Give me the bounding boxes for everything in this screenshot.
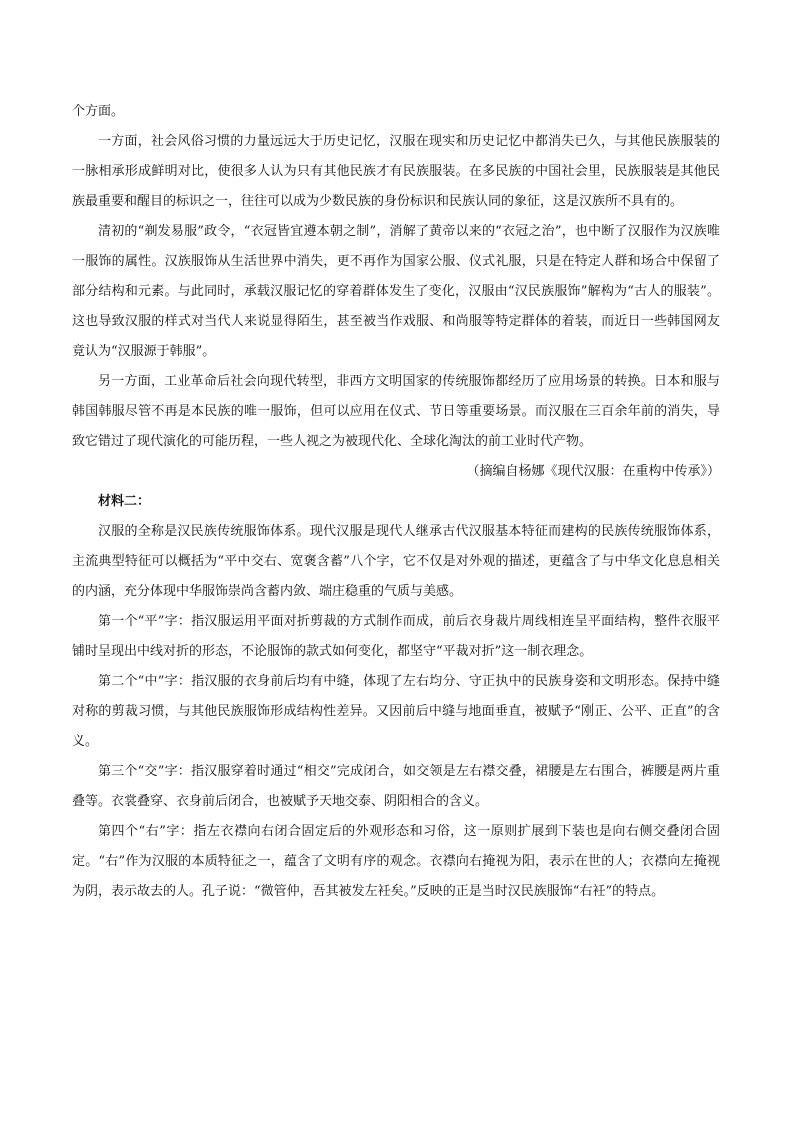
paragraph-qing-policy: 清初的“剃发易服”政令，“衣冠皆宜遵本朝之制”，消解了黄帝以来的“衣冠之治”，也中断了汉服作为汉族唯一服饰的属性。汉族服饰从生活世界中消失，更不再作为国家公服、仪式礼服，只是在特定人群和场合中保留了部分结构和元素。与此同时，承载汉服记忆的穿着群体发生了变化，汉服由“汉民族服饰”解构为“古人的服装”。这也导致汉服的样式对当代人来说显得陌生，甚至被当作戏服、和尚服等特定群体的着装，而近日一些韩国网友竟认为“汉服源于韩服”。 xyxy=(72,224,720,359)
paragraph-one-aspect: 一方面，社会风俗习惯的力量远远大于历史记忆，汉服在现实和历史记忆中都消失已久，与其他民族服装的一脉相承形成鲜明对比，使很多人认为只有其他民族才有民族服装。在多民族的中国社会里，民族服装是其他民族最重要和醒目的标识之一，往往可以成为少数民族的身份标识和民族认同的象征，这是汉族所不具有的。 xyxy=(72,134,720,209)
paragraph-ping: 第一个“平”字：指汉服运用平面对折剪裁的方式制作而成，前后衣身裁片周线相连呈平面结构，整件衣服平铺时呈现出中线对折的形态，不论服饰的款式如何变化，都坚守“平裁对折”这一制衣理念。 xyxy=(72,614,720,659)
paragraph-hanfu-definition: 汉服的全称是汉民族传统服饰体系。现代汉服是现代人继承古代汉服基本特征而建构的民族传统服饰体系，主流典型特征可以概括为“平中交右、宽褒含蓄”八个字，它不仅是对外观的描述，更蕴含了与中华文化息息相关的内涵，充分体现中华服饰崇尚含蓄内敛、端庄稳重的气质与美感。 xyxy=(72,524,720,599)
paragraph-you: 第四个“右”字：指左衣襟向右闭合固定后的外观形态和习俗，这一原则扩展到下装也是向右侧交叠闭合固定。“右”作为汉服的本质特征之一，蕴含了文明有序的观念。衣襟向右掩视为阳，表示在世的人；衣襟向左掩视为阴，表示故去的人。孔子说：“微管仲，吾其被发左衽矣。”反映的正是当时汉民族服饰“右衽”的特点。 xyxy=(72,824,720,899)
paragraph-continuation: 个方面。 xyxy=(72,104,125,119)
article-body xyxy=(72,97,720,907)
material-two-heading: 材料二： xyxy=(98,494,151,509)
paragraph-zhong: 第二个“中”字：指汉服的衣身前后均有中缝，体现了左右均分、守正执中的民族身姿和文明形态。保持中缝对称的剪裁习惯，与其他民族服饰形成结构性差异。又因前后中缝与地面垂直，被赋予“刚正、公平、正直”的含义。 xyxy=(72,674,720,749)
paragraph-jiao: 第三个“交”字：指汉服穿着时通过“相交”完成闭合，如交领是左右襟交叠，裙腰是左右围合，裤腰是两片重叠等。衣裳叠穿、衣身前后闭合，也被赋予天地交泰、阴阳相合的含义。 xyxy=(72,764,720,809)
paragraph-other-aspect: 另一方面，工业革命后社会向现代转型，非西方文明国家的传统服饰都经历了应用场景的转换。日本和服与韩国韩服尽管不再是本民族的唯一服饰，但可以应用在仪式、节日等重要场景。而汉服在三百余年前的消失，导致它错过了现代演化的可能历程，一些人视之为被现代化、全球化淘汰的前工业时代产物。 xyxy=(72,374,720,449)
source-citation: （摘编自杨娜《现代汉服：在重构中传承》） xyxy=(466,464,720,479)
